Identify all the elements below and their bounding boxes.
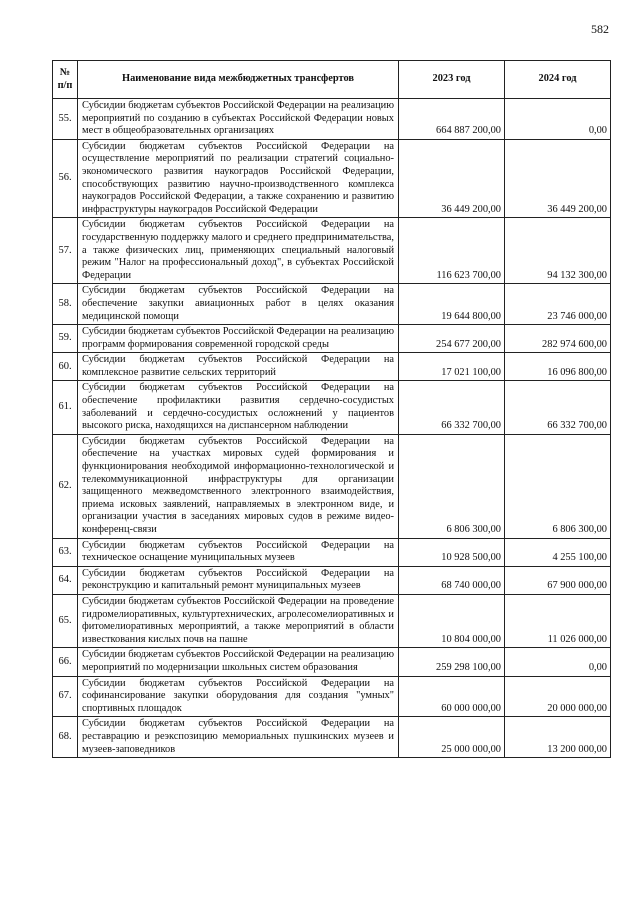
- header-num: № п/п: [53, 61, 78, 99]
- header-2023: 2023 год: [399, 61, 505, 99]
- row-value-2024: 13 200 000,00: [505, 717, 611, 758]
- row-name: Субсидии бюджетам субъектов Российской Федерации на реконструкцию и капитальный ремонт муниципальных музеев: [78, 566, 399, 594]
- row-name: Субсидии бюджетам субъектов Российской Федерации на реставрацию и реэкспозицию мемориальных пушкинских музеев и музеев-заповедников: [78, 717, 399, 758]
- row-value-2023: 6 806 300,00: [399, 434, 505, 538]
- row-number: 57.: [53, 218, 78, 284]
- row-number: 58.: [53, 284, 78, 325]
- table-row: [53, 717, 611, 758]
- row-value-2024: 11 026 000,00: [505, 594, 611, 647]
- row-value-2024: 20 000 000,00: [505, 676, 611, 717]
- row-value-2024: 282 974 600,00: [505, 325, 611, 353]
- row-name: Субсидии бюджетам субъектов Российской Федерации на реализацию мероприятий по модернизации школьных систем образования: [78, 648, 399, 676]
- row-value-2023: 254 677 200,00: [399, 325, 505, 353]
- row-value-2023: 10 804 000,00: [399, 594, 505, 647]
- table-row: [53, 325, 611, 353]
- row-name: Субсидии бюджетам субъектов Российской Федерации на проведение гидромелиоративных, культуртехнических, агролесомелиоративных и фитомелиоративных мероприятий, а также мероприятий в области известкования кислых почв на пашне: [78, 594, 399, 647]
- row-number: 55.: [53, 99, 78, 140]
- header-2024: 2024 год: [505, 61, 611, 99]
- row-value-2024: 66 332 700,00: [505, 381, 611, 434]
- row-number: 67.: [53, 676, 78, 717]
- transfers-table: [52, 60, 611, 758]
- table-row: [53, 284, 611, 325]
- row-number: 61.: [53, 381, 78, 434]
- row-value-2023: 60 000 000,00: [399, 676, 505, 717]
- row-name: Субсидии бюджетам субъектов Российской Федерации на обеспечение профилактики развития сердечно-сосудистых заболеваний и сердечно-сосудистых осложнений у пациентов высокого риска, находящихся на диспансерном наблюдении: [78, 381, 399, 434]
- table-row: [53, 676, 611, 717]
- row-value-2023: 10 928 500,00: [399, 538, 505, 566]
- row-number: 62.: [53, 434, 78, 538]
- row-value-2023: 68 740 000,00: [399, 566, 505, 594]
- row-value-2024: 94 132 300,00: [505, 218, 611, 284]
- row-value-2024: 0,00: [505, 99, 611, 140]
- row-value-2024: 4 255 100,00: [505, 538, 611, 566]
- row-value-2023: 19 644 800,00: [399, 284, 505, 325]
- table-row: [53, 594, 611, 647]
- row-name: Субсидии бюджетам субъектов Российской Федерации на реализацию мероприятий по созданию в субъектах Российской Федерации новых мест в общеобразовательных организациях: [78, 99, 399, 140]
- row-name: Субсидии бюджетам субъектов Российской Федерации на осуществление мероприятий по реализации стратегий социально-экономического развития наукоградов Российской Федерации, способствующих развитию научно-производственного комплекса наукоградов Российской Федерации, а также сохранению и развитию инфраструктуры наукоградов Российской Федерации: [78, 139, 399, 218]
- row-number: 63.: [53, 538, 78, 566]
- row-value-2023: 25 000 000,00: [399, 717, 505, 758]
- row-name: Субсидии бюджетам субъектов Российской Федерации на реализацию программ формирования современной городской среды: [78, 325, 399, 353]
- table-row: [53, 434, 611, 538]
- row-number: 64.: [53, 566, 78, 594]
- row-name: Субсидии бюджетам субъектов Российской Федерации на софинансирование закупки оборудования для создания "умных" спортивных площадок: [78, 676, 399, 717]
- row-value-2023: 66 332 700,00: [399, 381, 505, 434]
- row-value-2024: 16 096 800,00: [505, 353, 611, 381]
- row-name: Субсидии бюджетам субъектов Российской Федерации на обеспечение закупки авиационных работ в целях оказания медицинской помощи: [78, 284, 399, 325]
- row-value-2024: 36 449 200,00: [505, 139, 611, 218]
- table-row: [53, 99, 611, 140]
- row-value-2023: 664 887 200,00: [399, 99, 505, 140]
- row-name: Субсидии бюджетам субъектов Российской Федерации на комплексное развитие сельских территорий: [78, 353, 399, 381]
- page-number: 582: [591, 22, 609, 36]
- row-value-2024: 67 900 000,00: [505, 566, 611, 594]
- header-name: Наименование вида межбюджетных трансфертов: [78, 61, 399, 99]
- row-name: Субсидии бюджетам субъектов Российской Федерации на обеспечение на участках мировых судей формирования и функционирования необходимой информационно-технологической и телекоммуникационной инфраструктуры для организации защищенного межведомственного электронного взаимодействия, приема исковых заявлений, направляемых в электронном виде, и организации участия в заседаниях мировых судов в режиме видео-конференц-связи: [78, 434, 399, 538]
- row-value-2024: 6 806 300,00: [505, 434, 611, 538]
- row-value-2023: 36 449 200,00: [399, 139, 505, 218]
- row-value-2024: 23 746 000,00: [505, 284, 611, 325]
- row-number: 56.: [53, 139, 78, 218]
- row-number: 65.: [53, 594, 78, 647]
- table-row: [53, 566, 611, 594]
- row-value-2023: 259 298 100,00: [399, 648, 505, 676]
- row-value-2024: 0,00: [505, 648, 611, 676]
- table-row: [53, 381, 611, 434]
- row-value-2023: 17 021 100,00: [399, 353, 505, 381]
- table-row: [53, 218, 611, 284]
- row-name: Субсидии бюджетам субъектов Российской Федерации на техническое оснащение муниципальных музеев: [78, 538, 399, 566]
- row-number: 60.: [53, 353, 78, 381]
- row-number: 68.: [53, 717, 78, 758]
- table-row: [53, 648, 611, 676]
- table-row: [53, 538, 611, 566]
- row-value-2023: 116 623 700,00: [399, 218, 505, 284]
- row-name: Субсидии бюджетам субъектов Российской Федерации на государственную поддержку малого и среднего предпринимательства, а также физических лиц, применяющих специальный налоговый режим "Налог на профессиональный доход", в субъектах Российской Федерации: [78, 218, 399, 284]
- row-number: 66.: [53, 648, 78, 676]
- table-row: [53, 139, 611, 218]
- table-row: [53, 353, 611, 381]
- row-number: 59.: [53, 325, 78, 353]
